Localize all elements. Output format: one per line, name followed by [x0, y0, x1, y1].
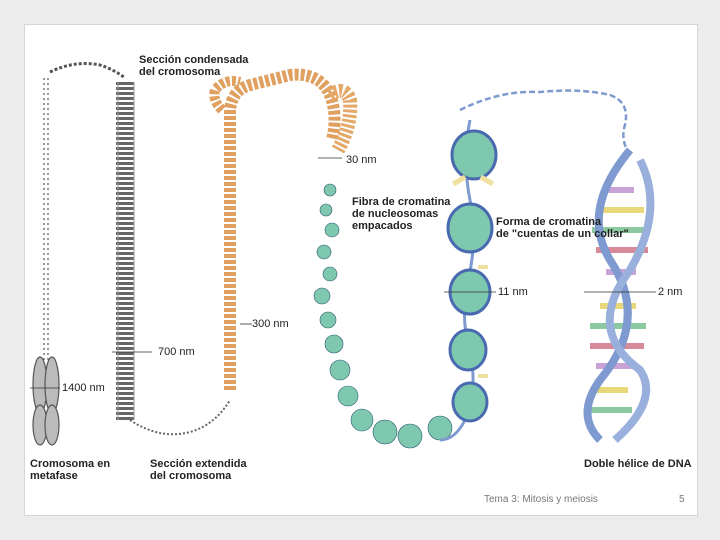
- label-300nm: 300 nm: [252, 318, 289, 330]
- label-700nm: 700 nm: [158, 346, 195, 358]
- dna-double-helix: [588, 150, 651, 440]
- label-beads-form: Forma de cromatina de "cuentas de un collar": [496, 216, 629, 240]
- label-metaphase-chromosome: Cromosoma en metafase: [30, 458, 111, 482]
- label-extended-section: Sección extendida del cromosoma: [150, 458, 247, 482]
- label-2nm: 2 nm: [658, 286, 683, 298]
- label-11nm: 11 nm: [498, 286, 528, 298]
- label-dna-helix: Doble hélice de DNA: [584, 458, 692, 470]
- label-chromatin-fiber: Fibra de cromatina de nucleosomas empacados: [352, 196, 451, 232]
- label-condensed-section: Sección condensada del cromosoma: [139, 54, 249, 78]
- label-1400nm: 1400 nm: [62, 382, 105, 394]
- label-30nm: 30 nm: [346, 154, 377, 166]
- condensed-section-coil: [118, 82, 230, 434]
- footer-title: Tema 3: Mitosis y meiosis: [484, 494, 598, 505]
- page-number: 5: [679, 494, 685, 505]
